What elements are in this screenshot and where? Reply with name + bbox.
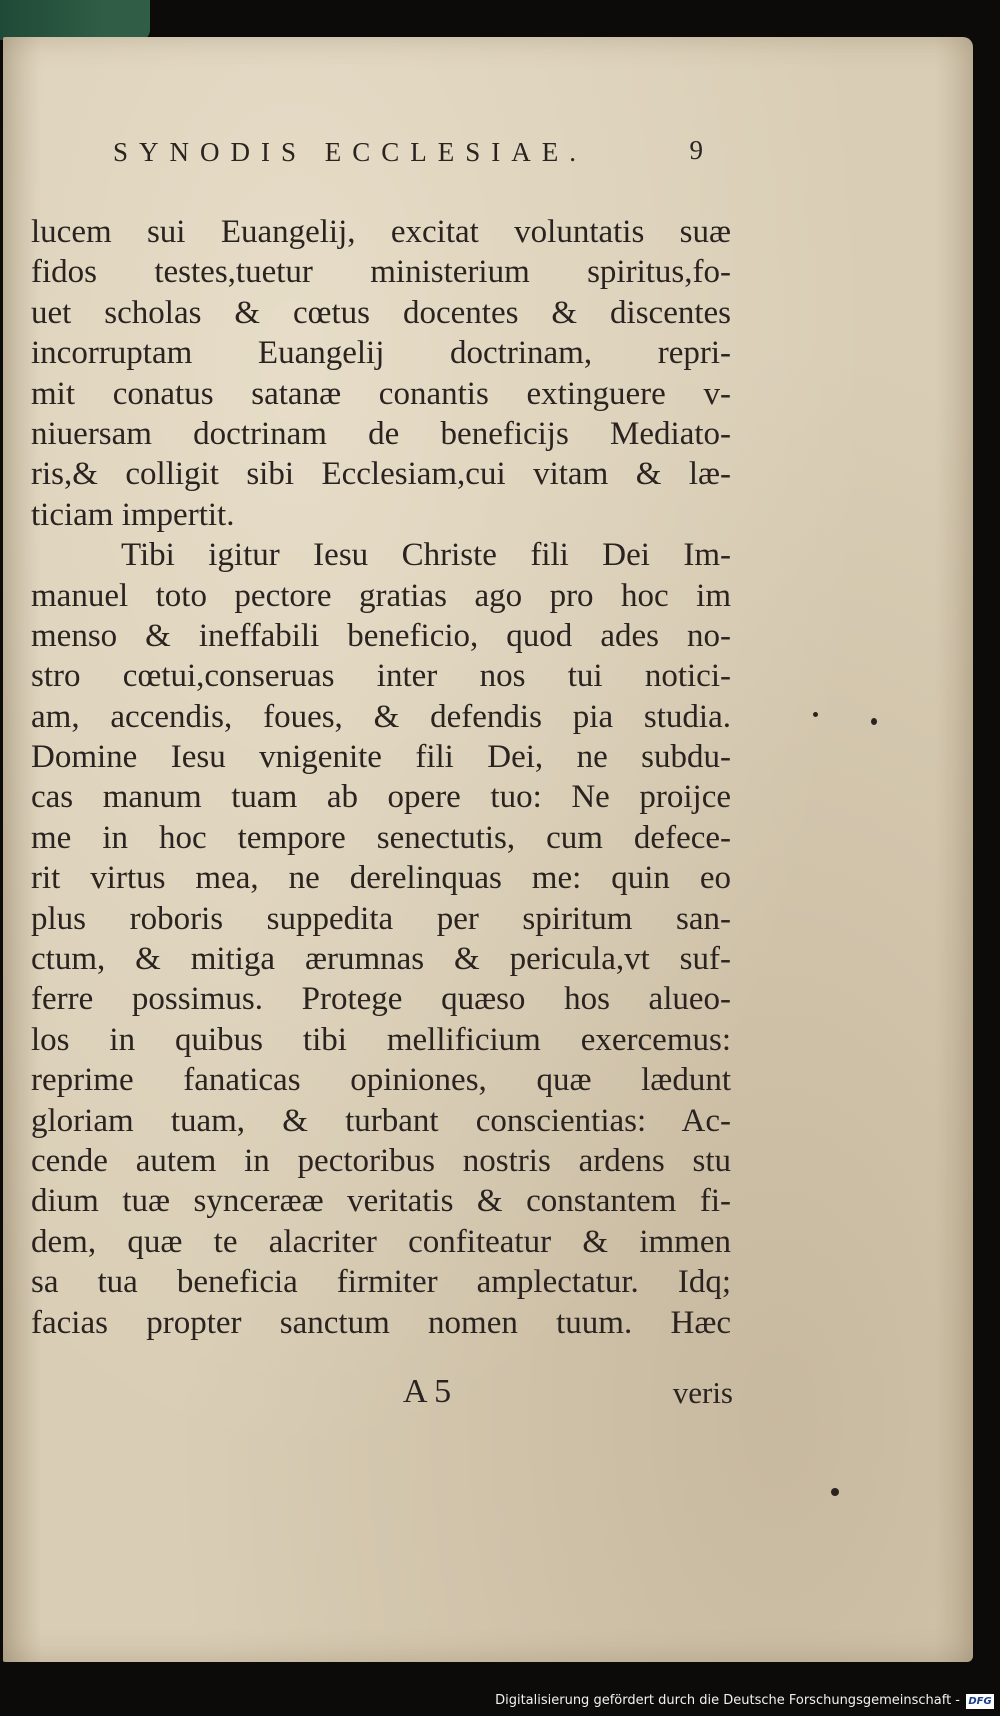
funding-caption: Digitalisierung gefördert durch die Deutsche Forschungsgemeinschaft - (495, 1693, 960, 1708)
ink-speck (831, 1488, 839, 1496)
ink-speck (813, 712, 818, 717)
text-line: ferre possimus. Protege quæso hos alueo- (31, 981, 731, 1018)
folio-mark: 9 (689, 135, 703, 165)
digitization-banner (0, 1688, 1000, 1716)
text-line: ctum, & mitiga ærumnas & pericula,vt suf- (31, 941, 731, 978)
text-line: cas manum tuam ab opere tuo: Ne proijce (31, 779, 731, 816)
text-line: stro cœtui,conseruas inter nos tui notici- (31, 658, 731, 695)
dfg-logo-icon: DFG (966, 1694, 994, 1709)
book-page (3, 37, 973, 1662)
text-line: los in quibus tibi mellificium exercemus: (31, 1021, 731, 1058)
text-line: niuersam doctrinam de beneficijs Mediato- (31, 415, 731, 452)
text-line: Tibi igitur Iesu Christe fili Dei Im- (121, 537, 731, 574)
text-line: cende autem in pectoribus nostris ardens stu (31, 1142, 731, 1179)
text-line: ticiam impertit. (31, 496, 235, 533)
text-line: dem, quæ te alacriter confiteatur & immen (31, 1223, 731, 1260)
text-line: sa tua beneficia firmiter amplectatur. Idq; (31, 1264, 731, 1301)
text-line: manuel toto pectore gratias ago pro hoc im (31, 577, 731, 614)
catchword: veris (672, 1375, 733, 1410)
text-line: lucem sui Euangelij, excitat voluntatis suæ (31, 214, 731, 250)
ink-speck (871, 718, 877, 725)
text-line: menso & ineffabili beneficio, quod ades no- (31, 617, 731, 654)
text-line: am, accendis, foues, & defendis pia studia. (31, 698, 731, 735)
page-footer (63, 1373, 733, 1413)
text-line: me in hoc tempore senectutis, cum defece- (31, 819, 731, 856)
running-head (83, 133, 703, 177)
text-line: incorruptam Euangelij doctrinam, repri- (31, 335, 731, 372)
text-line: ris,& colligit sibi Ecclesiam,cui vitam & læ- (31, 456, 731, 493)
book-cover-edge (0, 0, 150, 40)
text-line: uet scholas & cœtus docentes & discentes (31, 294, 731, 331)
text-line: reprime fanaticas opiniones, quæ lædunt (31, 1062, 731, 1099)
text-line: fidos testes,tuetur ministerium spiritus,fo- (31, 254, 731, 291)
text-line: Domine Iesu vnigenite fili Dei, ne subdu- (31, 739, 731, 776)
text-line: rit virtus mea, ne derelinquas me: quin eo (31, 860, 731, 897)
text-line: gloriam tuam, & turbant conscientias: Ac- (31, 1102, 731, 1139)
body-text (31, 212, 731, 1343)
text-line: facias propter sanctum nomen tuum. Hæc (31, 1304, 731, 1341)
text-line: plus roboris suppedita per spiritum san- (31, 900, 731, 937)
signature-mark: A 5 (403, 1373, 452, 1410)
text-line: mit conatus satanæ conantis extinguere v- (31, 375, 731, 412)
running-head-title: SYNODIS ECCLESIAE. (113, 137, 588, 167)
text-line: dium tuæ syncerææ veritatis & constantem fi- (31, 1183, 731, 1220)
